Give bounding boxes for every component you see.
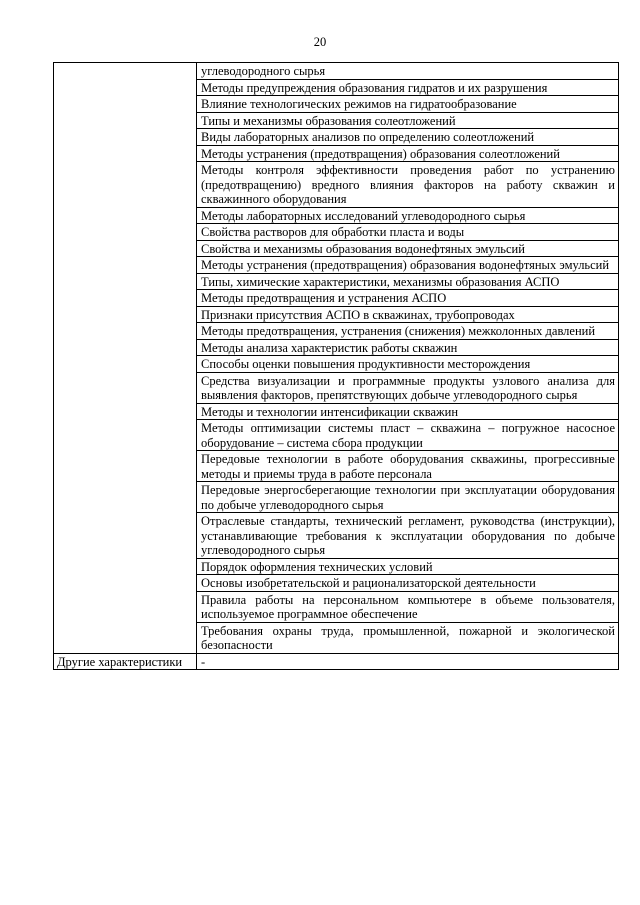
requirements-table bbox=[53, 62, 619, 670]
knowledge-item: Основы изобретательской и рационализаторской деятельности bbox=[197, 575, 619, 592]
knowledge-item: Методы предотвращения и устранения АСПО bbox=[197, 290, 619, 307]
knowledge-item: углеводородного сырья bbox=[197, 63, 619, 80]
knowledge-item: Методы устранения (предотвращения) образования водонефтяных эмульсий bbox=[197, 257, 619, 274]
knowledge-item: Типы и механизмы образования солеотложений bbox=[197, 112, 619, 129]
table-row bbox=[54, 653, 619, 670]
knowledge-item: Методы контроля эффективности проведения работ по устранению (предотвращению) вредного влияния факторов на работу скважин и скважинного оборудования bbox=[197, 162, 619, 208]
knowledge-item: Средства визуализации и программные продукты узлового анализа для выявления факторов, препятствующих добыче углеводородного сырья bbox=[197, 372, 619, 403]
knowledge-item: Методы предотвращения, устранения (снижения) межколонных давлений bbox=[197, 323, 619, 340]
knowledge-item: Передовые энергосберегающие технологии при эксплуатации оборудования по добыче углеводородного сырья bbox=[197, 482, 619, 513]
knowledge-item: Правила работы на персональном компьютере в объеме пользователя, используемое программное обеспечение bbox=[197, 591, 619, 622]
knowledge-item: Методы устранения (предотвращения) образования солеотложений bbox=[197, 145, 619, 162]
knowledge-item: Требования охраны труда, промышленной, пожарной и экологической безопасности bbox=[197, 622, 619, 653]
table-row bbox=[54, 63, 619, 80]
knowledge-item: Признаки присутствия АСПО в скважинах, трубопроводах bbox=[197, 306, 619, 323]
category-cell bbox=[54, 63, 197, 654]
knowledge-item: Методы предупреждения образования гидратов и их разрушения bbox=[197, 79, 619, 96]
knowledge-item: Отраслевые стандарты, технический регламент, руководства (инструкции), устанавливающие требования к эксплуатации оборудования по добыче углеводородного сырья bbox=[197, 513, 619, 559]
other-characteristics-value: - bbox=[197, 653, 619, 670]
knowledge-item: Влияние технологических режимов на гидратообразование bbox=[197, 96, 619, 113]
knowledge-item: Типы, химические характеристики, механизмы образования АСПО bbox=[197, 273, 619, 290]
page-number: 20 bbox=[313, 35, 327, 49]
knowledge-item: Порядок оформления технических условий bbox=[197, 558, 619, 575]
knowledge-item: Передовые технологии в работе оборудования скважины, прогрессивные методы и приемы труда в работе персонала bbox=[197, 451, 619, 482]
knowledge-item: Методы и технологии интенсификации скважин bbox=[197, 403, 619, 420]
knowledge-item: Свойства растворов для обработки пласта и воды bbox=[197, 224, 619, 241]
knowledge-item: Методы оптимизации системы пласт – скважина – погружное насосное оборудование – система сбора продукции bbox=[197, 420, 619, 451]
other-characteristics-label: Другие характеристики bbox=[54, 653, 197, 670]
knowledge-item: Виды лабораторных анализов по определению солеотложений bbox=[197, 129, 619, 146]
knowledge-item: Способы оценки повышения продуктивности месторождения bbox=[197, 356, 619, 373]
knowledge-item: Методы анализа характеристик работы скважин bbox=[197, 339, 619, 356]
knowledge-item: Методы лабораторных исследований углеводородного сырья bbox=[197, 207, 619, 224]
knowledge-item: Свойства и механизмы образования водонефтяных эмульсий bbox=[197, 240, 619, 257]
